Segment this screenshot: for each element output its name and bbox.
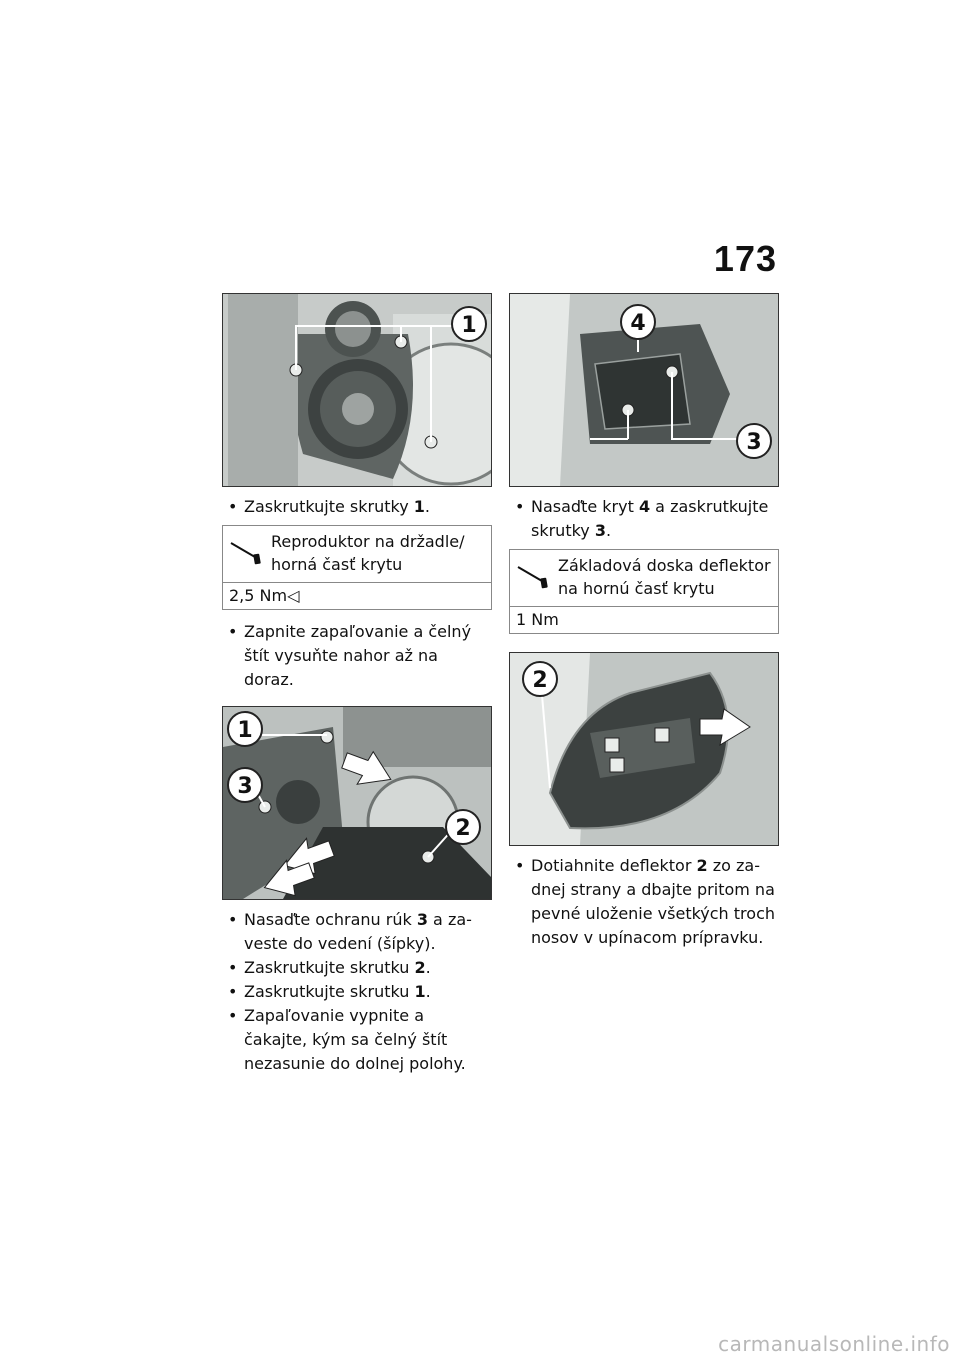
callout-1: 1 [237,718,253,743]
torque-label: Reproduktor na držadle/ horná časť krytu [271,532,465,574]
torque-wrench-icon [229,540,263,566]
step-item: • Zapaľovanie vypnite a čakajte, kým sa čelný štít nezasunie do dolnej polohy. [222,1004,492,1076]
watermark: carmanualsonline.info [718,1332,950,1356]
photo-hand-protector [222,706,492,900]
page-number: 173 [713,238,777,279]
step-item: • Zaskrutkujte skrutku 2. [222,956,492,980]
torque-wrench-icon [516,564,550,590]
step-item: • Zaskrutkujte skrutky 1. [222,495,492,519]
torque-value: 2,5 Nm◁ [229,586,300,605]
hand-protector-illustration [223,707,491,899]
step-item: • Nasaďte ochranu rúk 3 a zaveste do vedení (šípky). [222,908,492,956]
photo-deflector [509,652,779,846]
photo-speaker-screws [222,293,492,487]
right-steps-b [509,854,779,950]
callout-1: 1 [461,313,477,338]
torque-value: 1 Nm [516,610,559,629]
right-steps-a [509,495,779,543]
left-steps-c [222,908,492,1076]
callout-3: 3 [746,430,762,455]
left-steps-b [222,620,492,692]
cover-plate-illustration [510,294,778,486]
callout-3: 3 [237,774,253,799]
speaker-illustration [223,294,491,486]
callout-4: 4 [630,311,646,336]
photo-cover-plate [509,293,779,487]
torque-label: Základová doska deflektor na hornú časť krytu [558,556,771,598]
step-item: • Zapnite zapaľovanie a čelný štít vysuňte nahor až na doraz. [222,620,492,692]
deflector-illustration [510,653,778,845]
right-column [509,293,779,950]
step-item: • Dotiahnite deflektor 2 zo zadnej strany a dbajte pritom na pevné uloženie všetkých troch nosov v upínacom prípravku. [509,854,779,950]
left-steps-a [222,495,492,519]
torque-box-deflector [509,549,779,634]
callout-2: 2 [455,816,471,841]
step-item: • Zaskrutkujte skrutku 1. [222,980,492,1004]
left-column [222,293,492,1076]
step-item: • Nasaďte kryt 4 a zaskrutkujte skrutky 3. [509,495,779,543]
callout-2: 2 [532,668,548,693]
torque-box-speaker [222,525,492,610]
